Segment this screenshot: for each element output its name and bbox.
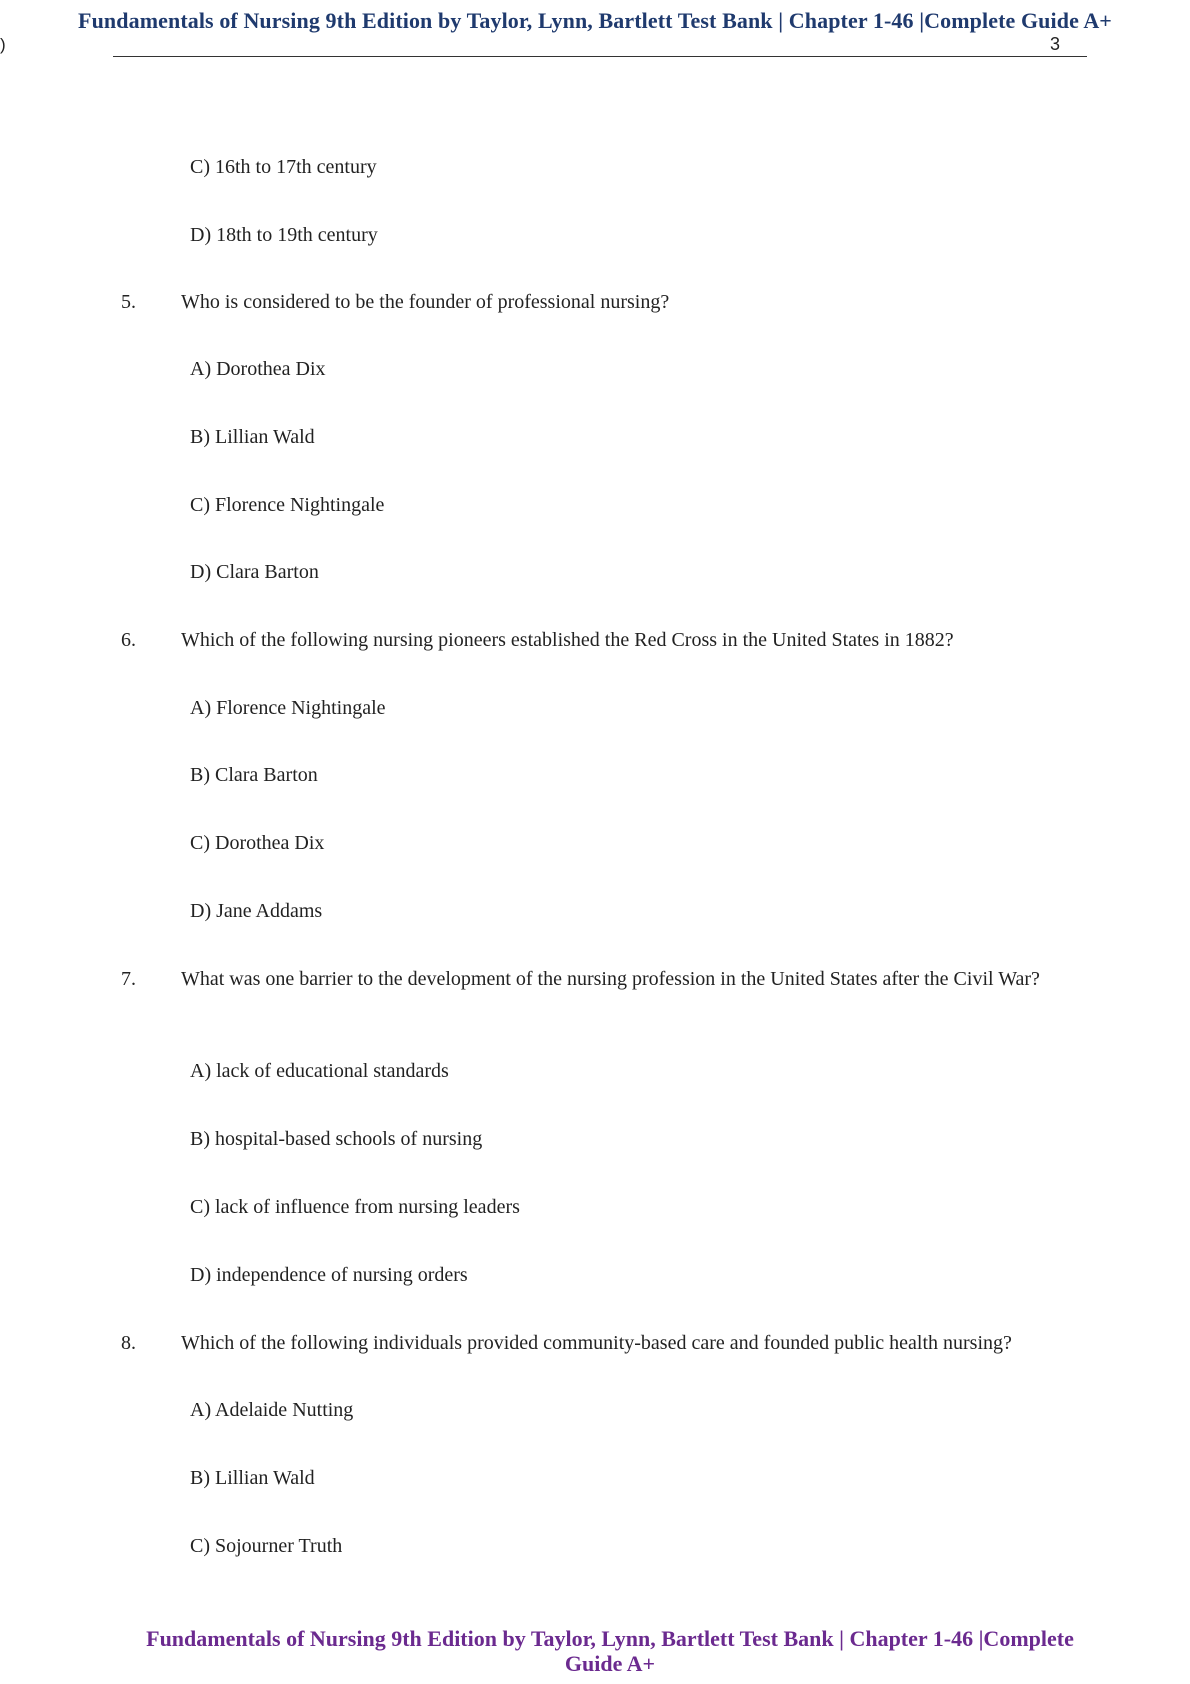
answer-option: D) 18th to 19th century — [190, 224, 378, 246]
page-number: 3 — [1050, 34, 1061, 54]
header-title: Fundamentals of Nursing 9th Edition by Taylor, Lynn, Bartlett Test Bank | Chapter 1-46 |Complete Guide A+ — [78, 8, 1112, 33]
answer-option: D) Jane Addams — [190, 900, 323, 922]
answer-option: C) 16th to 17th century — [190, 156, 377, 178]
answer-option: A) lack of educational standards — [190, 1060, 449, 1082]
question-text: Which of the following nursing pioneers established the Red Cross in the United States in 1882? — [181, 629, 954, 651]
question-text: Who is considered to be the founder of professional nursing? — [181, 291, 670, 313]
answer-option: A) Dorothea Dix — [190, 358, 326, 380]
answer-option: B) hospital-based schools of nursing — [190, 1128, 483, 1150]
question-number: 6. — [121, 629, 136, 651]
footer-title: Fundamentals of Nursing 9th Edition by Taylor, Lynn, Bartlett Test Bank | Chapter 1-46 |Complete Guide A+ — [146, 1626, 1074, 1676]
question-number: 5. — [121, 291, 136, 313]
answer-option: C) Sojourner Truth — [190, 1535, 343, 1557]
answer-option: A) Adelaide Nutting — [190, 1399, 354, 1421]
answer-option: D) Clara Barton — [190, 561, 319, 583]
answer-option: B) Lillian Wald — [190, 1467, 315, 1489]
question-number: 7. — [121, 968, 136, 990]
header-stray-mark: ) — [0, 35, 6, 54]
header-divider — [113, 56, 1087, 57]
answer-option: C) lack of influence from nursing leaders — [190, 1196, 520, 1218]
answer-option: D) independence of nursing orders — [190, 1264, 468, 1286]
answer-option: C) Florence Nightingale — [190, 494, 385, 516]
answer-option: A) Florence Nightingale — [190, 697, 386, 719]
answer-option: C) Dorothea Dix — [190, 832, 325, 854]
answer-option: B) Lillian Wald — [190, 426, 315, 448]
question-text: Which of the following individuals provided community-based care and founded public health nursing? — [181, 1332, 1012, 1354]
question-number: 8. — [121, 1332, 136, 1354]
question-text: What was one barrier to the development of the nursing profession in the United States after the Civil War? — [181, 968, 1040, 990]
answer-option: B) Clara Barton — [190, 764, 318, 786]
